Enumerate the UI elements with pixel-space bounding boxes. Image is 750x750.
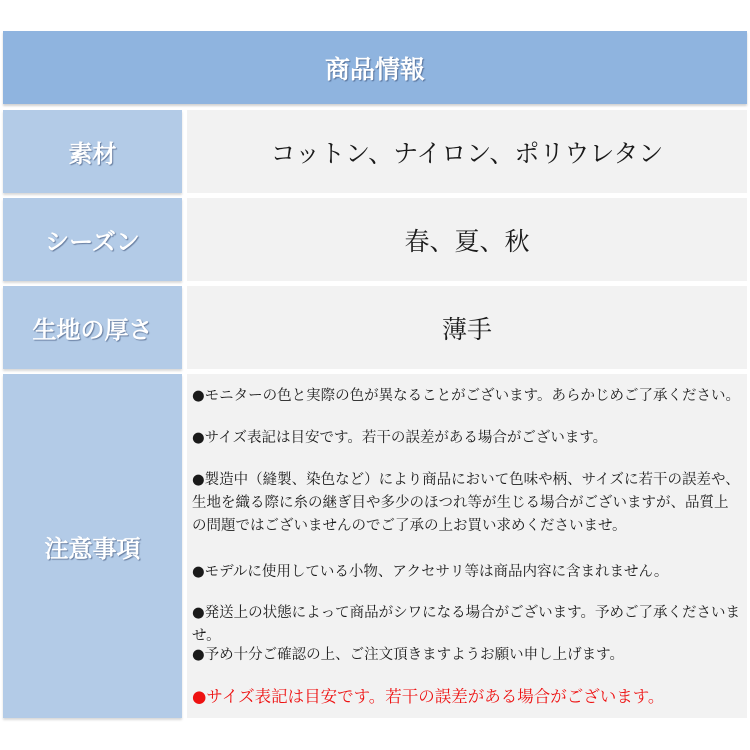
note-item: ●サイズ表記は目安です。若干の誤差がある場合がございます。 — [192, 430, 608, 446]
row-label-material — [3, 110, 182, 193]
row-label-notes — [3, 374, 182, 718]
material-value: コットン、ナイロン、ポリウレタン — [270, 138, 664, 168]
row-value-season — [187, 198, 747, 281]
thickness-label: 生地の厚さ — [32, 315, 153, 344]
size-warning-note: ●サイズ表記は目安です。若干の誤差がある場合がございます。 — [192, 687, 665, 706]
note-item: ●予め十分ご確認の上、ご注文頂きますようお願い申し上げます。 — [192, 647, 624, 663]
season-value: 春、夏、秋 — [404, 226, 530, 256]
note-item: ●発送上の状態によって商品がシワになる場合がございます。予めご了承くださいませ。 — [192, 605, 740, 644]
material-label: 素材 — [68, 139, 117, 168]
product-info-header — [3, 31, 747, 104]
note-item: ●製造中（縫製、染色など）により商品において色味や柄、サイズに若干の誤差や、生地を織る際に糸の継ぎ目や多少のほつれ等が生じる場合がございますが、品質上の問題ではございませんのでご了承の上お買い求めくださいませ。 — [192, 472, 740, 534]
row-value-material — [187, 110, 747, 193]
header-title: 商品情報 — [324, 54, 425, 84]
thickness-value: 薄手 — [441, 314, 492, 344]
season-label: シーズン — [45, 227, 140, 256]
row-label-season — [3, 198, 182, 281]
note-item: ●モデルに使用している小物、アクセサリ等は商品内容に含まれません。 — [192, 564, 669, 580]
note-item: ●モニターの色と実際の色が異なることがございます。あらかじめご了承ください。 — [192, 388, 740, 404]
row-label-thickness — [3, 286, 182, 369]
row-value-thickness — [187, 286, 747, 369]
notes-label: 注意事項 — [44, 533, 141, 563]
notes-panel — [187, 374, 747, 718]
